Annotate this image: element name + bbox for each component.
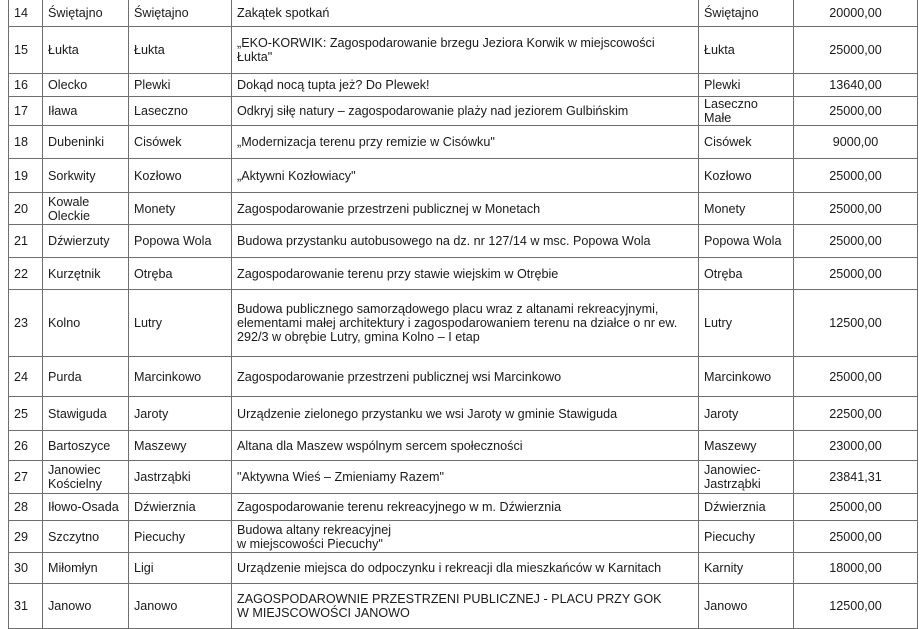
- village-cell: Łukta: [129, 27, 232, 74]
- gmina-text: Dźwierzuty: [48, 234, 110, 248]
- village-cell: Maszewy: [129, 431, 232, 461]
- location-line: Świętajno: [704, 6, 759, 20]
- location-cell: [699, 584, 794, 629]
- gmina-text: Miłomłyn: [48, 561, 98, 575]
- row-number-cell: 20: [9, 193, 43, 225]
- project-title-line: W MIEJSCOWOŚCI JANOWO: [237, 606, 410, 620]
- village-cell: Lutry: [129, 290, 232, 357]
- gmina-cell: [43, 126, 129, 159]
- gmina-text: Łukta: [48, 43, 79, 57]
- project-title-line: Urządzenie miejsca do odpoczynku i rekreacji dla mieszkańców w Karnitach: [237, 561, 662, 575]
- location-cell: [699, 27, 794, 74]
- project-title-line: Budowa altany rekreacyjnej: [237, 522, 392, 537]
- project-title-cell: [232, 97, 699, 126]
- village-cell: Jastrząbki: [129, 461, 232, 494]
- project-title-cell: [232, 159, 699, 193]
- project-title-line: Budowa publicznego samorządowego placu wraz z altanami rekreacyjnymi,: [237, 302, 659, 316]
- table-row: [9, 258, 918, 290]
- table-row: [9, 494, 918, 521]
- table-row: [9, 97, 918, 126]
- amount-cell: 25000,00: [794, 193, 918, 225]
- project-title-line: Łukta": [237, 50, 273, 64]
- amount-cell: 25000,00: [794, 159, 918, 193]
- amount-cell: 9000,00: [794, 126, 918, 159]
- project-title-line: Dokąd nocą tupta jeż? Do Plewek!: [237, 78, 430, 92]
- row-number-cell: 28: [9, 494, 43, 521]
- amount-cell: 25000,00: [794, 258, 918, 290]
- location-cell: [699, 258, 794, 290]
- gmina-cell: [43, 27, 129, 74]
- project-title-cell: [232, 584, 699, 629]
- project-title-cell: [232, 357, 699, 397]
- project-title-line: 292/3 w obrębie Lutry, gmina Kolno – I etap: [237, 330, 480, 344]
- gmina-text: Kowale Oleckie: [48, 194, 90, 223]
- gmina-text: Kolno: [48, 316, 81, 330]
- location-line: Kozłowo: [704, 168, 752, 183]
- village-cell: Janowo: [129, 584, 232, 629]
- gmina-cell: [43, 225, 129, 258]
- village-cell: Dźwierznia: [129, 494, 232, 521]
- gmina-cell: [43, 193, 129, 225]
- gmina-text: Purda: [48, 369, 82, 384]
- table-row: [9, 357, 918, 397]
- village-cell: Plewki: [129, 74, 232, 97]
- gmina-text: Sorkwity: [48, 168, 96, 183]
- row-number-cell: 30: [9, 553, 43, 584]
- location-line: Małe: [704, 111, 732, 125]
- project-title-cell: [232, 258, 699, 290]
- row-number-cell: 17: [9, 97, 43, 126]
- table-row: [9, 553, 918, 584]
- project-title-line: Zagospodarowanie przestrzeni publicznej wsi Marcinkowo: [237, 369, 562, 384]
- project-title-line: Budowa przystanku autobusowego na dz. nr 127/14 w msc. Popowa Wola: [237, 234, 651, 248]
- project-title-cell: [232, 494, 699, 521]
- project-title-line: Altana dla Maszew wspólnym sercem społeczności: [237, 438, 523, 453]
- village-cell: Ligi: [129, 553, 232, 584]
- amount-cell: 22500,00: [794, 397, 918, 431]
- location-line: Maszewy: [704, 438, 757, 453]
- project-title-cell: [232, 126, 699, 159]
- gmina-cell: [43, 357, 129, 397]
- amount-cell: 25000,00: [794, 357, 918, 397]
- gmina-text: Janowo: [48, 599, 92, 613]
- village-cell: Otręba: [129, 258, 232, 290]
- row-number-cell: 21: [9, 225, 43, 258]
- project-title-line: Zagospodarowanie przestrzeni publicznej w Monetach: [237, 201, 541, 216]
- project-title-line: Zagospodarowanie terenu rekreacyjnego w m. Dźwierznia: [237, 500, 562, 514]
- amount-cell: 25000,00: [794, 27, 918, 74]
- location-cell: [699, 521, 794, 553]
- gmina-text: Stawiguda: [48, 406, 107, 421]
- village-cell: Monety: [129, 193, 232, 225]
- location-cell: [699, 193, 794, 225]
- project-title-line: Zakątek spotkań: [237, 6, 330, 20]
- project-title-cell: [232, 521, 699, 553]
- amount-cell: 23841,31: [794, 461, 918, 494]
- location-line: Janowiec-: [704, 463, 761, 477]
- project-title-cell: [232, 290, 699, 357]
- village-cell: Popowa Wola: [129, 225, 232, 258]
- gmina-cell: [43, 97, 129, 126]
- project-title-line: „Modernizacja terenu przy remizie w Cisówku": [237, 135, 495, 149]
- location-cell: [699, 553, 794, 584]
- row-number-cell: 22: [9, 258, 43, 290]
- project-title-line: „Aktywni Kozłowiacy": [237, 168, 356, 183]
- gmina-cell: [43, 290, 129, 357]
- gmina-text: Kurzętnik: [48, 266, 101, 281]
- table-row: [9, 193, 918, 225]
- gmina-cell: [43, 461, 129, 494]
- row-number-cell: 23: [9, 290, 43, 357]
- gmina-cell: [43, 494, 129, 521]
- project-title-line: ZAGOSPODAROWNIE PRZESTRZENI PUBLICZNEJ - PLACU PRZY GOK: [237, 592, 662, 606]
- gmina-cell: [43, 431, 129, 461]
- location-line: Łukta: [704, 43, 735, 57]
- row-number-cell: 16: [9, 74, 43, 97]
- project-title-line: elementami małej architektury i zagospodarowaniem terenu na działce o nr ew.: [237, 316, 678, 330]
- row-number-cell: 18: [9, 126, 43, 159]
- project-title-line: w miejscowości Piecuchy": [237, 536, 383, 551]
- location-line: Janowo: [704, 599, 748, 613]
- location-cell: [699, 126, 794, 159]
- table-row: [9, 0, 918, 27]
- row-number-cell: 19: [9, 159, 43, 193]
- row-number-cell: 24: [9, 357, 43, 397]
- gmina-text: Janowiec Kościelny: [48, 463, 102, 491]
- location-cell: [699, 357, 794, 397]
- table-row: [9, 126, 918, 159]
- table-row: [9, 431, 918, 461]
- amount-cell: 25000,00: [794, 494, 918, 521]
- location-cell: [699, 159, 794, 193]
- location-cell: [699, 225, 794, 258]
- project-title-line: "Aktywna Wieś – Zmieniamy Razem": [237, 470, 444, 484]
- table-row: [9, 584, 918, 629]
- table-row: [9, 397, 918, 431]
- table-row: [9, 74, 918, 97]
- village-cell: Marcinkowo: [129, 357, 232, 397]
- location-line: Jaroty: [704, 406, 739, 421]
- village-cell: Jaroty: [129, 397, 232, 431]
- row-number-cell: 27: [9, 461, 43, 494]
- location-line: Lutry: [704, 316, 732, 330]
- gmina-cell: [43, 0, 129, 27]
- document-page: [8, 0, 918, 629]
- location-line: Marcinkowo: [704, 369, 772, 384]
- row-number-cell: 15: [9, 27, 43, 74]
- amount-cell: 25000,00: [794, 97, 918, 126]
- grants-table: [8, 0, 918, 629]
- location-line: Otręba: [704, 266, 743, 281]
- gmina-cell: [43, 584, 129, 629]
- location-cell: [699, 461, 794, 494]
- village-cell: Cisówek: [129, 126, 232, 159]
- row-number-cell: 14: [9, 0, 43, 27]
- row-number-cell: 26: [9, 431, 43, 461]
- location-line: Plewki: [704, 78, 741, 92]
- gmina-text: Świętajno: [48, 6, 103, 20]
- project-title-line: Urządzenie zielonego przystanku we wsi Jaroty w gminie Stawiguda: [237, 406, 618, 421]
- project-title-cell: [232, 461, 699, 494]
- location-line: Laseczno: [704, 97, 758, 111]
- location-line: Piecuchy: [704, 529, 756, 544]
- table-row: [9, 521, 918, 553]
- table-row: [9, 159, 918, 193]
- row-number-cell: 29: [9, 521, 43, 553]
- project-title-line: Odkryj siłę natury – zagospodarowanie plaży nad jeziorem Gulbińskim: [237, 104, 629, 118]
- gmina-text: Iława: [48, 104, 78, 118]
- location-line: Dźwierznia: [704, 500, 766, 514]
- gmina-cell: [43, 521, 129, 553]
- project-title-line: Zagospodarowanie terenu przy stawie wiejskim w Otrębie: [237, 266, 559, 281]
- gmina-cell: [43, 553, 129, 584]
- location-cell: [699, 0, 794, 27]
- project-title-cell: [232, 553, 699, 584]
- gmina-text: Bartoszyce: [48, 438, 111, 453]
- location-line: Popowa Wola: [704, 234, 782, 248]
- location-line: Karnity: [704, 561, 744, 575]
- project-title-cell: [232, 74, 699, 97]
- project-title-cell: [232, 397, 699, 431]
- table-row: [9, 225, 918, 258]
- location-cell: [699, 397, 794, 431]
- row-number-cell: 31: [9, 584, 43, 629]
- amount-cell: 12500,00: [794, 584, 918, 629]
- amount-cell: 18000,00: [794, 553, 918, 584]
- table-row: [9, 461, 918, 494]
- village-cell: Kozłowo: [129, 159, 232, 193]
- village-cell: Laseczno: [129, 97, 232, 126]
- location-line: Cisówek: [704, 135, 752, 149]
- gmina-cell: [43, 159, 129, 193]
- project-title-cell: [232, 193, 699, 225]
- row-number-cell: 25: [9, 397, 43, 431]
- amount-cell: 12500,00: [794, 290, 918, 357]
- amount-cell: 23000,00: [794, 431, 918, 461]
- amount-cell: 13640,00: [794, 74, 918, 97]
- amount-cell: 25000,00: [794, 521, 918, 553]
- project-title-cell: [232, 225, 699, 258]
- location-cell: [699, 431, 794, 461]
- village-cell: Świętajno: [129, 0, 232, 27]
- location-line: Jastrząbki: [704, 477, 761, 491]
- village-cell: Piecuchy: [129, 521, 232, 553]
- project-title-line: „EKO-KORWIK: Zagospodarowanie brzegu Jeziora Korwik w miejscowości: [237, 36, 655, 50]
- amount-cell: 25000,00: [794, 225, 918, 258]
- gmina-cell: [43, 397, 129, 431]
- location-line: Monety: [704, 201, 746, 216]
- table-row: [9, 290, 918, 357]
- grants-table-body: [9, 0, 918, 629]
- location-cell: [699, 494, 794, 521]
- gmina-text: Szczytno: [48, 529, 100, 544]
- location-cell: [699, 97, 794, 126]
- amount-cell: 20000,00: [794, 0, 918, 27]
- gmina-text: Olecko: [48, 78, 88, 92]
- project-title-cell: [232, 0, 699, 27]
- table-row: [9, 27, 918, 74]
- gmina-cell: [43, 258, 129, 290]
- gmina-cell: [43, 74, 129, 97]
- location-cell: [699, 74, 794, 97]
- gmina-text: Iłowo-Osada: [48, 500, 119, 514]
- project-title-cell: [232, 27, 699, 74]
- project-title-cell: [232, 431, 699, 461]
- gmina-text: Dubeninki: [48, 135, 105, 149]
- location-cell: [699, 290, 794, 357]
